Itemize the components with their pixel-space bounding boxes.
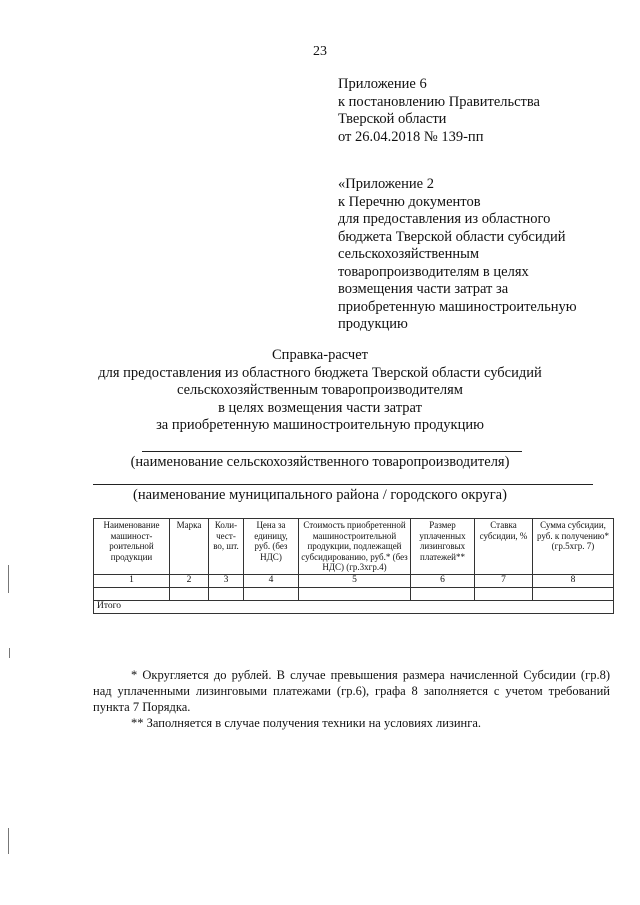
appendix-line: от 26.04.2018 № 139-пп [338, 128, 484, 145]
column-number: 8 [533, 574, 614, 587]
annex-line: бюджета Тверской области субсидий [338, 228, 566, 245]
footnote-leasing: ** Заполняется в случае получения техники на условиях лизинга. [131, 716, 481, 730]
table-header-cell: Ставка субсидии, % [475, 519, 533, 575]
annex-line: к Перечню документов [338, 193, 481, 210]
empty-cell [411, 587, 475, 600]
calculation-table [93, 518, 614, 614]
table-header-cell: Размер уплаченных лизинговых платежей** [411, 519, 475, 575]
table-header-cell: Цена за единицу, руб. (без НДС) [244, 519, 299, 575]
footnote-rounding: * Округляется до рублей. В случае превышения размера начисленной Субсидии (гр.8) над уплаченными лизинговыми платежами (гр.6), графа 8 заполняется с учетом требований пункта 7 Порядка. [93, 668, 610, 714]
producer-name-line [142, 451, 522, 452]
scan-artifact [8, 828, 9, 854]
annex-line: продукцию [338, 316, 408, 332]
empty-cell [299, 587, 411, 600]
empty-cell [533, 587, 614, 600]
column-number: 6 [411, 574, 475, 587]
document-title [0, 347, 640, 435]
empty-cell [475, 587, 533, 600]
table-header-row [94, 519, 614, 575]
producer-caption: (наименование сельскохозяйственного товаропроизводителя) [130, 454, 510, 470]
appendix-line: Тверской области [338, 111, 447, 127]
page-number: 23 [313, 44, 327, 59]
scan-artifact [8, 565, 9, 593]
scan-artifact [9, 648, 10, 658]
table-header-cell: Наименование машиност-роительной продукции [94, 519, 170, 575]
column-number: 1 [94, 574, 170, 587]
column-number: 3 [209, 574, 244, 587]
empty-cell [170, 587, 209, 600]
column-number: 5 [299, 574, 411, 587]
table-header-cell: Коли-чест-во, шт. [209, 519, 244, 575]
table-header-cell: Марка [170, 519, 209, 575]
appendix-header [338, 76, 540, 146]
table-header-cell: Стоимость приобретенной машиностроительной продукции, подлежащей субсидированию, руб.* (без НДС) (гр.3хгр.4) [299, 519, 411, 575]
title-line: за приобретенную машиностроительную продукцию [156, 417, 484, 433]
empty-data-row [94, 587, 614, 600]
footnotes [93, 667, 610, 731]
annex-header [338, 176, 628, 334]
column-number: 7 [475, 574, 533, 587]
appendix-line: Приложение 6 [338, 76, 427, 92]
total-row [94, 600, 614, 613]
annex-line: «Приложение 2 [338, 176, 434, 192]
column-number-row [94, 574, 614, 587]
district-name-line [93, 484, 593, 485]
title-line: сельскохозяйственным товаропроизводителям [177, 382, 463, 398]
appendix-line: к постановлению Правительства [338, 93, 540, 110]
annex-line: возмещения части затрат за [338, 281, 509, 297]
title-heading: Справка-расчет [272, 347, 368, 363]
annex-line: приобретенную машиностроительную [338, 298, 577, 315]
table-header-cell: Сумма субсидии, руб. к получению* (гр.5хгр. 7) [533, 519, 614, 575]
column-number: 4 [244, 574, 299, 587]
annex-line: товаропроизводителям в целях [338, 263, 529, 280]
annex-line: для предоставления из областного [338, 211, 551, 227]
empty-cell [244, 587, 299, 600]
empty-cell [94, 587, 170, 600]
annex-line: сельскохозяйственным [338, 246, 480, 262]
district-caption: (наименование муниципального района / городского округа) [133, 487, 507, 503]
title-line: в целях возмещения части затрат [218, 399, 422, 416]
empty-cell [209, 587, 244, 600]
title-line: для предоставления из областного бюджета Тверской области субсидий [98, 364, 542, 381]
column-number: 2 [170, 574, 209, 587]
total-label: Итого [94, 600, 614, 613]
